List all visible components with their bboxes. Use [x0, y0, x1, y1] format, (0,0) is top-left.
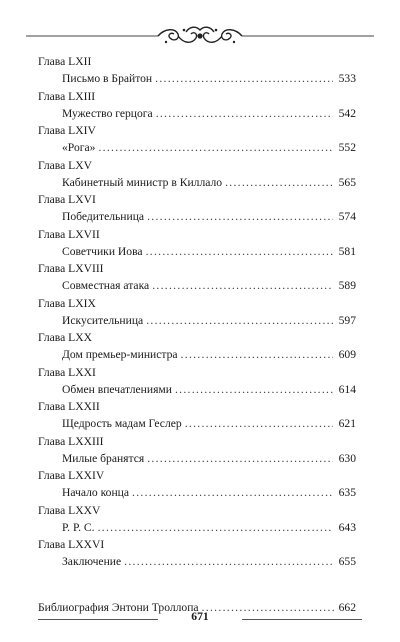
chapter-number: Глава LXXIII: [38, 434, 104, 448]
chapter-line: [38, 519, 356, 536]
chapter-number: Глава LXV: [38, 158, 92, 172]
chapter-page: 643: [338, 520, 356, 534]
chapter-number: Глава LXXIV: [38, 469, 105, 482]
chapter-number: Глава LXXV: [38, 503, 101, 517]
chapter-title: Совместная атака: [62, 279, 150, 293]
chapter-line: [38, 70, 356, 87]
chapter-title: Обмен впечатлениями: [62, 382, 172, 396]
dot-leader: [124, 553, 333, 570]
chapter-title: Победительница: [62, 210, 145, 224]
chapter-line: [38, 174, 356, 191]
dot-leader: [152, 277, 333, 294]
toc-entry[interactable]: [38, 53, 356, 88]
chapter-line: [38, 346, 356, 363]
chapter-page: 533: [338, 72, 356, 86]
page-number: 671: [191, 610, 209, 623]
chapter-line: [38, 450, 356, 467]
toc-entry[interactable]: [38, 88, 356, 123]
dot-leader: [155, 70, 333, 87]
chapter-line: [38, 139, 356, 156]
footer-rule-right: [242, 619, 362, 620]
chapter-number: Глава LXII: [38, 55, 92, 68]
chapter-title: Заключение: [62, 555, 122, 569]
floral-scroll-ornament-icon: [0, 24, 400, 48]
toc-entry[interactable]: [38, 260, 356, 295]
toc-entry[interactable]: [38, 433, 356, 468]
toc-entry[interactable]: [38, 191, 356, 226]
toc-entry[interactable]: [38, 502, 356, 537]
chapter-page: 614: [338, 382, 356, 396]
chapter-title: Дом премьер-министра: [62, 348, 178, 362]
chapter-number: Глава LXXII: [38, 400, 100, 413]
chapter-page: 542: [338, 106, 356, 120]
chapter-number: Глава LXIV: [38, 124, 96, 137]
toc-entry[interactable]: [38, 467, 356, 502]
dot-leader: [98, 519, 333, 536]
toc-entry[interactable]: [38, 122, 356, 157]
bibliography-page: 662: [338, 601, 356, 614]
chapter-number: Глава LXIX: [38, 296, 96, 310]
dot-leader: [98, 139, 333, 156]
bibliography-title: Библиография Энтони Троллопа: [38, 601, 199, 614]
dot-leader: [146, 312, 333, 329]
dot-leader: [225, 174, 333, 191]
chapter-title: P. P. C.: [62, 520, 95, 534]
footer-rule-left: [38, 619, 158, 620]
header-ornament: [0, 24, 400, 48]
chapter-title: Искусительница: [62, 313, 144, 327]
toc-entry[interactable]: [38, 398, 356, 433]
chapter-title: «Рога»: [62, 141, 96, 155]
chapter-page: 597: [338, 313, 356, 327]
dot-leader: [175, 381, 333, 398]
dot-leader: [146, 243, 333, 260]
chapter-line: [38, 208, 356, 225]
chapter-number: Глава LXVI: [38, 193, 96, 206]
chapter-number: Глава LXXVI: [38, 538, 105, 551]
dot-leader: [181, 346, 333, 363]
chapter-number: Глава LXX: [38, 331, 92, 344]
toc-entry[interactable]: [38, 364, 356, 399]
chapter-page: 609: [338, 348, 356, 362]
toc-entry[interactable]: [38, 226, 356, 261]
chapter-title: Письмо в Брайтон: [62, 72, 153, 86]
chapter-title: Милые бранятся: [62, 451, 145, 465]
chapter-line: [38, 381, 356, 398]
chapter-page: 621: [338, 417, 356, 431]
chapter-page: 574: [338, 210, 356, 224]
chapter-title: Кабинетный министр в Киллало: [62, 175, 223, 189]
toc-entry[interactable]: [38, 157, 356, 192]
chapter-number: Глава LXXI: [38, 365, 96, 379]
chapter-page: 581: [338, 244, 356, 258]
chapter-page: 589: [338, 279, 356, 293]
dot-leader: [147, 208, 333, 225]
chapter-page: 552: [338, 141, 356, 155]
chapter-line: [38, 277, 356, 294]
dot-leader: [147, 450, 333, 467]
chapter-line: [38, 484, 356, 501]
chapter-line: [38, 243, 356, 260]
chapter-title: Советчики Иова: [62, 244, 143, 258]
chapter-line: [38, 105, 356, 122]
chapter-page: 635: [338, 486, 356, 500]
chapter-line: [38, 312, 356, 329]
chapter-page: 565: [338, 175, 356, 189]
chapter-page: 630: [338, 451, 356, 465]
chapter-line: [38, 553, 356, 570]
chapter-number: Глава LXVII: [38, 227, 100, 241]
chapter-page: 655: [338, 555, 356, 569]
chapter-title: Мужество герцога: [62, 106, 153, 120]
dot-leader: [156, 105, 333, 122]
toc-entry[interactable]: [38, 536, 356, 571]
table-of-contents: [38, 53, 356, 571]
chapter-title: Щедрость мадам Геслер: [62, 417, 182, 431]
dot-leader: [132, 484, 333, 501]
chapter-number: Глава LXIII: [38, 89, 96, 103]
chapter-title: Начало конца: [62, 486, 130, 500]
dot-leader: [185, 415, 333, 432]
toc-entry[interactable]: [38, 329, 356, 364]
chapter-number: Глава LXVIII: [38, 262, 104, 275]
toc-entry[interactable]: [38, 295, 356, 330]
chapter-line: [38, 415, 356, 432]
